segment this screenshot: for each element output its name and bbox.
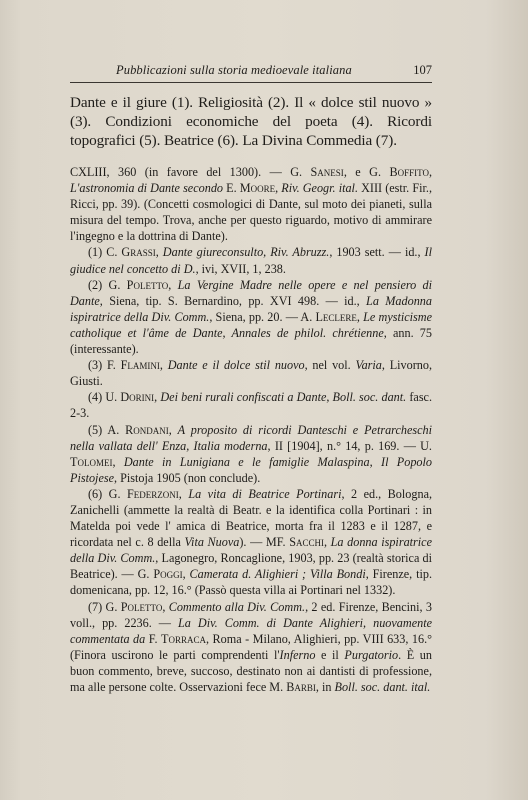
footnote-continuation	[70, 164, 432, 244]
text-run: , nel vol.	[304, 358, 356, 373]
text-run: E.	[223, 181, 240, 196]
text-run: , 1903 sett. — id.,	[329, 245, 425, 260]
text-run: ). — MF.	[239, 535, 290, 550]
text-run: , II [1904], n.° 14, p. 169. — U.	[267, 438, 432, 453]
footnote-1	[70, 244, 432, 276]
author-name: Sanesi	[310, 165, 344, 179]
text-run: ,	[323, 535, 331, 550]
running-head: Pubblicazioni sulla storia medioevale italiana	[116, 63, 352, 77]
text-run: (5) A.	[88, 422, 126, 437]
italic-run: A proposito di ricordi Danteschi e Petrarcheschi nella vallata dell' Enza, Italia moderna	[70, 422, 432, 453]
text-run: (1) C.	[88, 245, 122, 260]
text-run: ,	[178, 486, 189, 501]
italic-run: Commento alla Div. Comm.	[168, 599, 306, 614]
footnote-2	[70, 277, 432, 357]
italic-run: Dante giureconsulto, Riv. Abruzz.	[162, 245, 330, 260]
italic-run: La donna ispiratrice della Div. Comm.	[70, 535, 432, 566]
author-name: Torraca	[161, 631, 206, 646]
text-run: . È un buon commento, breve, succoso, destinato non ai dantisti di professione, ma alle persone colte. Osservazioni fece M.	[70, 647, 432, 694]
text-run: (6) G.	[88, 486, 128, 501]
text-run: , Firenze, tip. domenicana, pp. 12, 16.° (Passò questa villa ai Portinari nel 1332).	[70, 567, 432, 598]
page-number: 107	[413, 63, 432, 77]
italic-run: Riv. Geogr. ital.	[281, 181, 358, 196]
text-run: (3) F.	[88, 358, 121, 373]
text-run: ,	[168, 422, 178, 437]
text-run: , 2 ed., Bologna, Zanichelli (ammette la realtà di Beatr. e la identifica colla Portinari : in Matelda poi vede l' amica di Beatrice, morta fra il 1283 e il 1287, e ricordata nel c. 8 della	[70, 486, 433, 550]
page-header	[70, 60, 432, 82]
italic-run: La Madonna ispiratrice della Div. Comm.	[70, 293, 432, 324]
footnote-4	[70, 389, 432, 421]
author-name: Sacchi	[289, 535, 324, 550]
footnote-6	[70, 486, 432, 599]
italic-run: Camerata d. Alighieri ; Villa Bondi	[189, 567, 366, 582]
text-run: ,	[155, 245, 163, 260]
italic-run: Varia	[355, 358, 382, 373]
text-run: , ivi, XVII, 1, 238.	[195, 261, 286, 276]
footnotes	[70, 164, 432, 695]
text-run: ,	[275, 181, 282, 196]
italic-run: La Vergine Madre nelle opere e nel pensiero di Dante	[70, 277, 433, 308]
italic-run: Dante e il dolce stil nuovo	[167, 358, 305, 373]
text-run: (7) G.	[88, 599, 121, 614]
text-run: ,	[162, 599, 169, 614]
author-name: Grassi	[121, 245, 156, 260]
author-name: Boffito	[389, 165, 429, 179]
italic-run: L'astronomia di Dante secondo	[70, 181, 224, 196]
text-run: ,	[112, 454, 124, 469]
main-text: Dante e il giure (1). Religiosità (2). Il « dolce stil nuovo » (3). Condizioni economiche del poeta (4). Ricordi topografici (5). Beatrice (6). La Divina Commedia (7).	[70, 94, 432, 149]
italic-run: Dei beni rurali confiscati a Dante, Boll. soc. dant.	[160, 390, 407, 405]
author-name: Leclere	[315, 309, 357, 324]
author-name: Poggi	[153, 567, 183, 582]
text-run: e il	[315, 647, 345, 662]
author-name: Tolomei	[70, 454, 113, 469]
italic-run: Dante in Lunigiana e le famiglie Malaspina, Il Popolo Pistojese	[70, 454, 433, 485]
italic-run: Boll. soc. dant. ital.	[334, 680, 431, 694]
italic-run: Il giudice nel concetto di D.	[70, 245, 432, 276]
italic-run: Vita Nuova	[184, 535, 240, 550]
text-run: , e G.	[343, 165, 390, 179]
text-run: , ann. 75 (interessante).	[70, 325, 432, 357]
text-run: ,	[168, 277, 178, 292]
text-run: fasc. 2-3.	[70, 390, 433, 421]
text-run: , Siena, pp. 20. — A.	[209, 309, 316, 324]
author-name: Poletto	[120, 599, 163, 614]
header-rule	[70, 82, 432, 83]
italic-run: La vita di Beatrice Portinari	[188, 486, 342, 501]
footnote-3	[70, 357, 432, 389]
text-run: ,	[154, 390, 161, 405]
author-name: Moore	[239, 181, 276, 196]
author-name: Federzoni	[127, 486, 179, 501]
footnote-7	[70, 599, 432, 696]
text-run: , Lagonegro, Roncaglione, 1903, pp. 23 (realtà storica di Beatrice). — G.	[70, 551, 432, 582]
text-run: , Siena, tip. S. Bernardino, pp. XVI 498. — id.,	[99, 293, 367, 308]
italic-run: Purgatorio	[344, 647, 399, 662]
text-run: , Pistoja 1905 (non conclude).	[114, 470, 261, 485]
text-run: ,	[159, 358, 168, 373]
page-content	[70, 60, 432, 695]
italic-run: Inferno	[279, 647, 316, 662]
text-run: , in	[315, 680, 335, 694]
author-name: Rondani	[125, 422, 169, 437]
text-run: ,	[428, 165, 432, 179]
text-run: ,	[356, 309, 364, 324]
author-name: Barbi	[286, 680, 316, 694]
text-run: , 2 ed. Firenze, Bencini, 3 voll., pp. 2236. —	[70, 599, 433, 630]
text-run: , Livorno, Giusti.	[70, 358, 433, 389]
text-run: (2) G.	[88, 277, 127, 292]
text-run: XIII (estr. Fir., Ricci, pp. 39). (Concetti cosmologici di Dante, sul moto dei pianeti, sulla misura del tempo. Trova, anche per questo riguardo, motivo di ammirare l'ingegno e la dottrina di Dante).	[70, 181, 432, 244]
italic-run: La Div. Comm. di Dante Alighieri, nuovamente commentata da	[70, 615, 432, 646]
text-run: , Roma - Milano, Alighieri, pp. VIII 633, 16.° (Finora uscirono le parti comprendenti l'	[70, 631, 432, 662]
text-run: (4) U.	[88, 390, 121, 405]
author-name: Poletto	[126, 277, 169, 292]
italic-run: Le mysticisme catholique et l'âme de Dante, Annales de philol. chrétienne	[70, 309, 432, 340]
text-run: ,	[182, 567, 190, 582]
footnote-5	[70, 422, 432, 486]
author-name: Dorini	[120, 390, 155, 405]
author-name: Flamini	[120, 358, 160, 373]
text-run: F.	[145, 631, 162, 646]
text-run: CXLIII, 360 (in favore del 1300). — G.	[70, 165, 311, 179]
